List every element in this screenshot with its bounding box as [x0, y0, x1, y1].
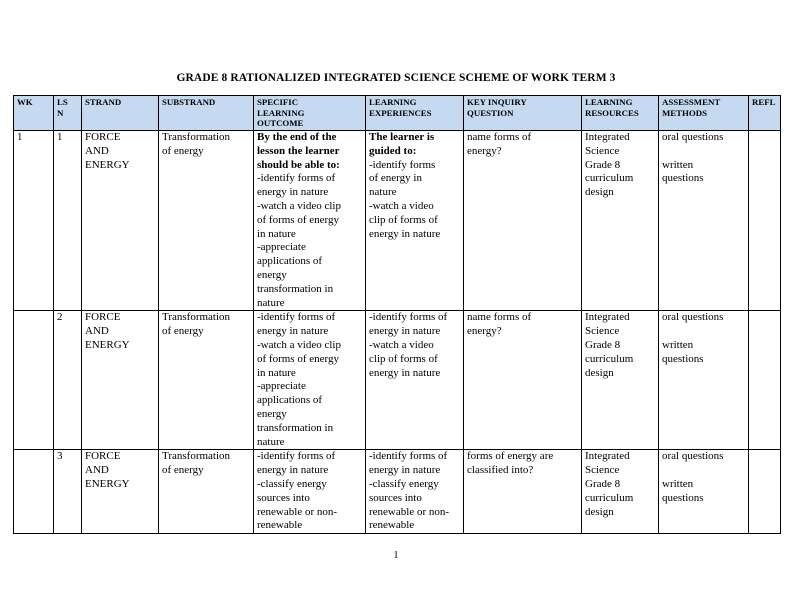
- cell-line: Grade 8: [585, 338, 621, 351]
- cell-line: sources into: [369, 491, 422, 504]
- cell-reflection: [749, 131, 781, 311]
- cell-line: Transformation: [162, 450, 231, 463]
- cell-line: forms of energy are: [467, 450, 554, 463]
- cell-line: By the end of the: [257, 131, 337, 143]
- cell-line: energy in nature: [369, 325, 441, 338]
- table-row: [14, 450, 781, 534]
- cell-line: -appreciate: [257, 241, 306, 254]
- cell-learning-resources: [582, 311, 659, 450]
- scheme-of-work-table: [13, 95, 781, 534]
- cell-line: Transformation: [162, 131, 231, 143]
- cell-assessment-methods: [659, 311, 749, 450]
- cell-week: [14, 311, 54, 450]
- cell-line: in nature: [257, 227, 296, 240]
- cell-line: -identify forms of: [257, 311, 336, 324]
- cell-line: lesson the learner: [257, 144, 340, 157]
- cell-line: nature: [257, 296, 285, 309]
- cell-lesson: 2: [54, 311, 82, 450]
- cell-assessment-methods: [659, 450, 749, 534]
- cell-line: oral questions: [662, 450, 724, 463]
- cell-line: -identify forms of: [257, 172, 336, 185]
- cell-line: -appreciate: [257, 380, 306, 393]
- cell-line: written: [662, 158, 694, 171]
- cell-substrand: [159, 131, 254, 311]
- cell-week: 1: [14, 131, 54, 311]
- cell-line: sources into: [257, 491, 310, 504]
- cell-line: curriculum: [585, 352, 634, 365]
- cell-line: ENERGY: [85, 158, 130, 171]
- cell-assessment-methods: [659, 131, 749, 311]
- cell-line: in nature: [257, 366, 296, 379]
- cell-line: ENERGY: [85, 338, 130, 351]
- cell-line: [662, 325, 748, 339]
- header-key-inquiry-question: KEY INQUIRY QUESTION: [464, 96, 582, 131]
- cell-line: energy?: [467, 325, 502, 338]
- document-title: GRADE 8 RATIONALIZED INTEGRATED SCIENCE SCHEME OF WORK TERM 3: [176, 72, 616, 84]
- cell-line: ENERGY: [85, 477, 130, 490]
- cell-line: -watch a video: [369, 338, 434, 351]
- cell-line: -identify forms: [369, 158, 436, 171]
- cell-line: Integrated: [585, 450, 630, 463]
- cell-key-inquiry-question: [464, 131, 582, 311]
- cell-key-inquiry-question: [464, 311, 582, 450]
- cell-line: clip of forms of: [369, 213, 438, 226]
- cell-line: -identify forms of: [257, 450, 336, 463]
- cell-line: questions: [662, 352, 704, 365]
- cell-line: design: [585, 505, 614, 518]
- cell-specific-learning-outcome: [254, 311, 366, 450]
- cell-line: of energy: [162, 464, 204, 477]
- cell-line: energy?: [467, 144, 502, 157]
- cell-line: energy in nature: [257, 464, 329, 477]
- cell-line: oral questions: [662, 311, 724, 324]
- cell-line: FORCE: [85, 450, 121, 463]
- cell-specific-learning-outcome: [254, 131, 366, 311]
- cell-line: renewable or non-: [257, 505, 338, 518]
- header-specific-learning-outcome: SPECIFIC LEARNING OUTCOME: [254, 96, 366, 131]
- header-lsn: LS N: [54, 96, 82, 131]
- cell-line: written: [662, 338, 694, 351]
- header-learning-experiences: LEARNING EXPERIENCES: [366, 96, 464, 131]
- cell-learning-experiences: [366, 131, 464, 311]
- table-row: [14, 131, 781, 311]
- cell-line: energy: [257, 268, 287, 281]
- cell-specific-learning-outcome: [254, 450, 366, 534]
- cell-line: of energy in: [369, 172, 422, 185]
- cell-line: clip of forms of: [369, 352, 438, 365]
- cell-line: curriculum: [585, 491, 634, 504]
- cell-strand: [82, 131, 159, 311]
- header-wk: WK: [14, 96, 54, 131]
- cell-line: applications of: [257, 255, 323, 268]
- cell-strand: [82, 311, 159, 450]
- cell-line: guided to:: [369, 144, 417, 157]
- cell-line: name forms of: [467, 131, 532, 143]
- cell-line: [662, 464, 748, 478]
- cell-line: should be able to:: [257, 158, 340, 171]
- cell-line: -identify forms of: [369, 450, 448, 463]
- cell-substrand: [159, 450, 254, 534]
- cell-line: of forms of energy: [257, 213, 339, 226]
- header-strand: STRAND: [82, 96, 159, 131]
- cell-line: of energy: [162, 325, 204, 338]
- header-assessment-methods: ASSESSMENT METHODS: [659, 96, 749, 131]
- cell-strand: [82, 450, 159, 534]
- cell-line: AND: [85, 325, 109, 338]
- cell-substrand: [159, 311, 254, 450]
- cell-line: -watch a video clip: [257, 338, 341, 351]
- cell-line: energy: [257, 407, 287, 420]
- cell-line: of energy: [162, 144, 204, 157]
- cell-line: energy in nature: [257, 325, 329, 338]
- cell-learning-experiences: [366, 450, 464, 534]
- header-reflection: REFL: [749, 96, 781, 131]
- cell-line: applications of: [257, 394, 323, 407]
- cell-line: transformation in: [257, 421, 334, 434]
- cell-line: Transformation: [162, 311, 231, 324]
- cell-line: -classify energy: [257, 477, 327, 490]
- cell-line: FORCE: [85, 131, 121, 143]
- cell-line: [662, 145, 748, 159]
- cell-line: transformation in: [257, 282, 334, 295]
- cell-line: questions: [662, 491, 704, 504]
- cell-line: Integrated: [585, 131, 630, 143]
- cell-line: written: [662, 477, 694, 490]
- cell-line: Integrated: [585, 311, 630, 324]
- table-row: [14, 311, 781, 450]
- cell-reflection: [749, 450, 781, 534]
- cell-line: oral questions: [662, 131, 724, 143]
- header-learning-resources: LEARNING RESOURCES: [582, 96, 659, 131]
- cell-line: -watch a video clip: [257, 199, 341, 212]
- cell-reflection: [749, 311, 781, 450]
- cell-line: of forms of energy: [257, 352, 339, 365]
- cell-line: questions: [662, 172, 704, 185]
- cell-line: -identify forms of: [369, 311, 448, 324]
- cell-learning-resources: [582, 131, 659, 311]
- cell-lesson: 3: [54, 450, 82, 534]
- cell-line: energy in nature: [369, 227, 441, 240]
- cell-line: Science: [585, 144, 620, 157]
- cell-line: design: [585, 366, 614, 379]
- cell-line: name forms of: [467, 311, 532, 324]
- cell-line: Science: [585, 464, 620, 477]
- cell-line: renewable: [369, 519, 415, 532]
- header-substrand: SUBSTRAND: [159, 96, 254, 131]
- page-number: 1: [393, 550, 399, 561]
- cell-line: nature: [369, 186, 397, 199]
- cell-line: FORCE: [85, 311, 121, 324]
- cell-line: energy in nature: [369, 366, 441, 379]
- cell-line: nature: [257, 435, 285, 448]
- table-header-row: [14, 96, 781, 131]
- cell-line: The learner is: [369, 131, 435, 143]
- cell-line: AND: [85, 464, 109, 477]
- cell-line: classified into?: [467, 464, 534, 477]
- cell-line: renewable or non-: [369, 505, 450, 518]
- cell-line: Grade 8: [585, 158, 621, 171]
- cell-line: -watch a video: [369, 199, 434, 212]
- cell-line: energy in nature: [369, 464, 441, 477]
- cell-line: renewable: [257, 519, 303, 532]
- cell-learning-resources: [582, 450, 659, 534]
- cell-line: energy in nature: [257, 186, 329, 199]
- cell-lesson: 1: [54, 131, 82, 311]
- cell-line: design: [585, 186, 614, 199]
- cell-line: Grade 8: [585, 477, 621, 490]
- cell-key-inquiry-question: [464, 450, 582, 534]
- cell-line: AND: [85, 144, 109, 157]
- cell-learning-experiences: [366, 311, 464, 450]
- cell-week: [14, 450, 54, 534]
- cell-line: Science: [585, 325, 620, 338]
- cell-line: curriculum: [585, 172, 634, 185]
- cell-line: -classify energy: [369, 477, 439, 490]
